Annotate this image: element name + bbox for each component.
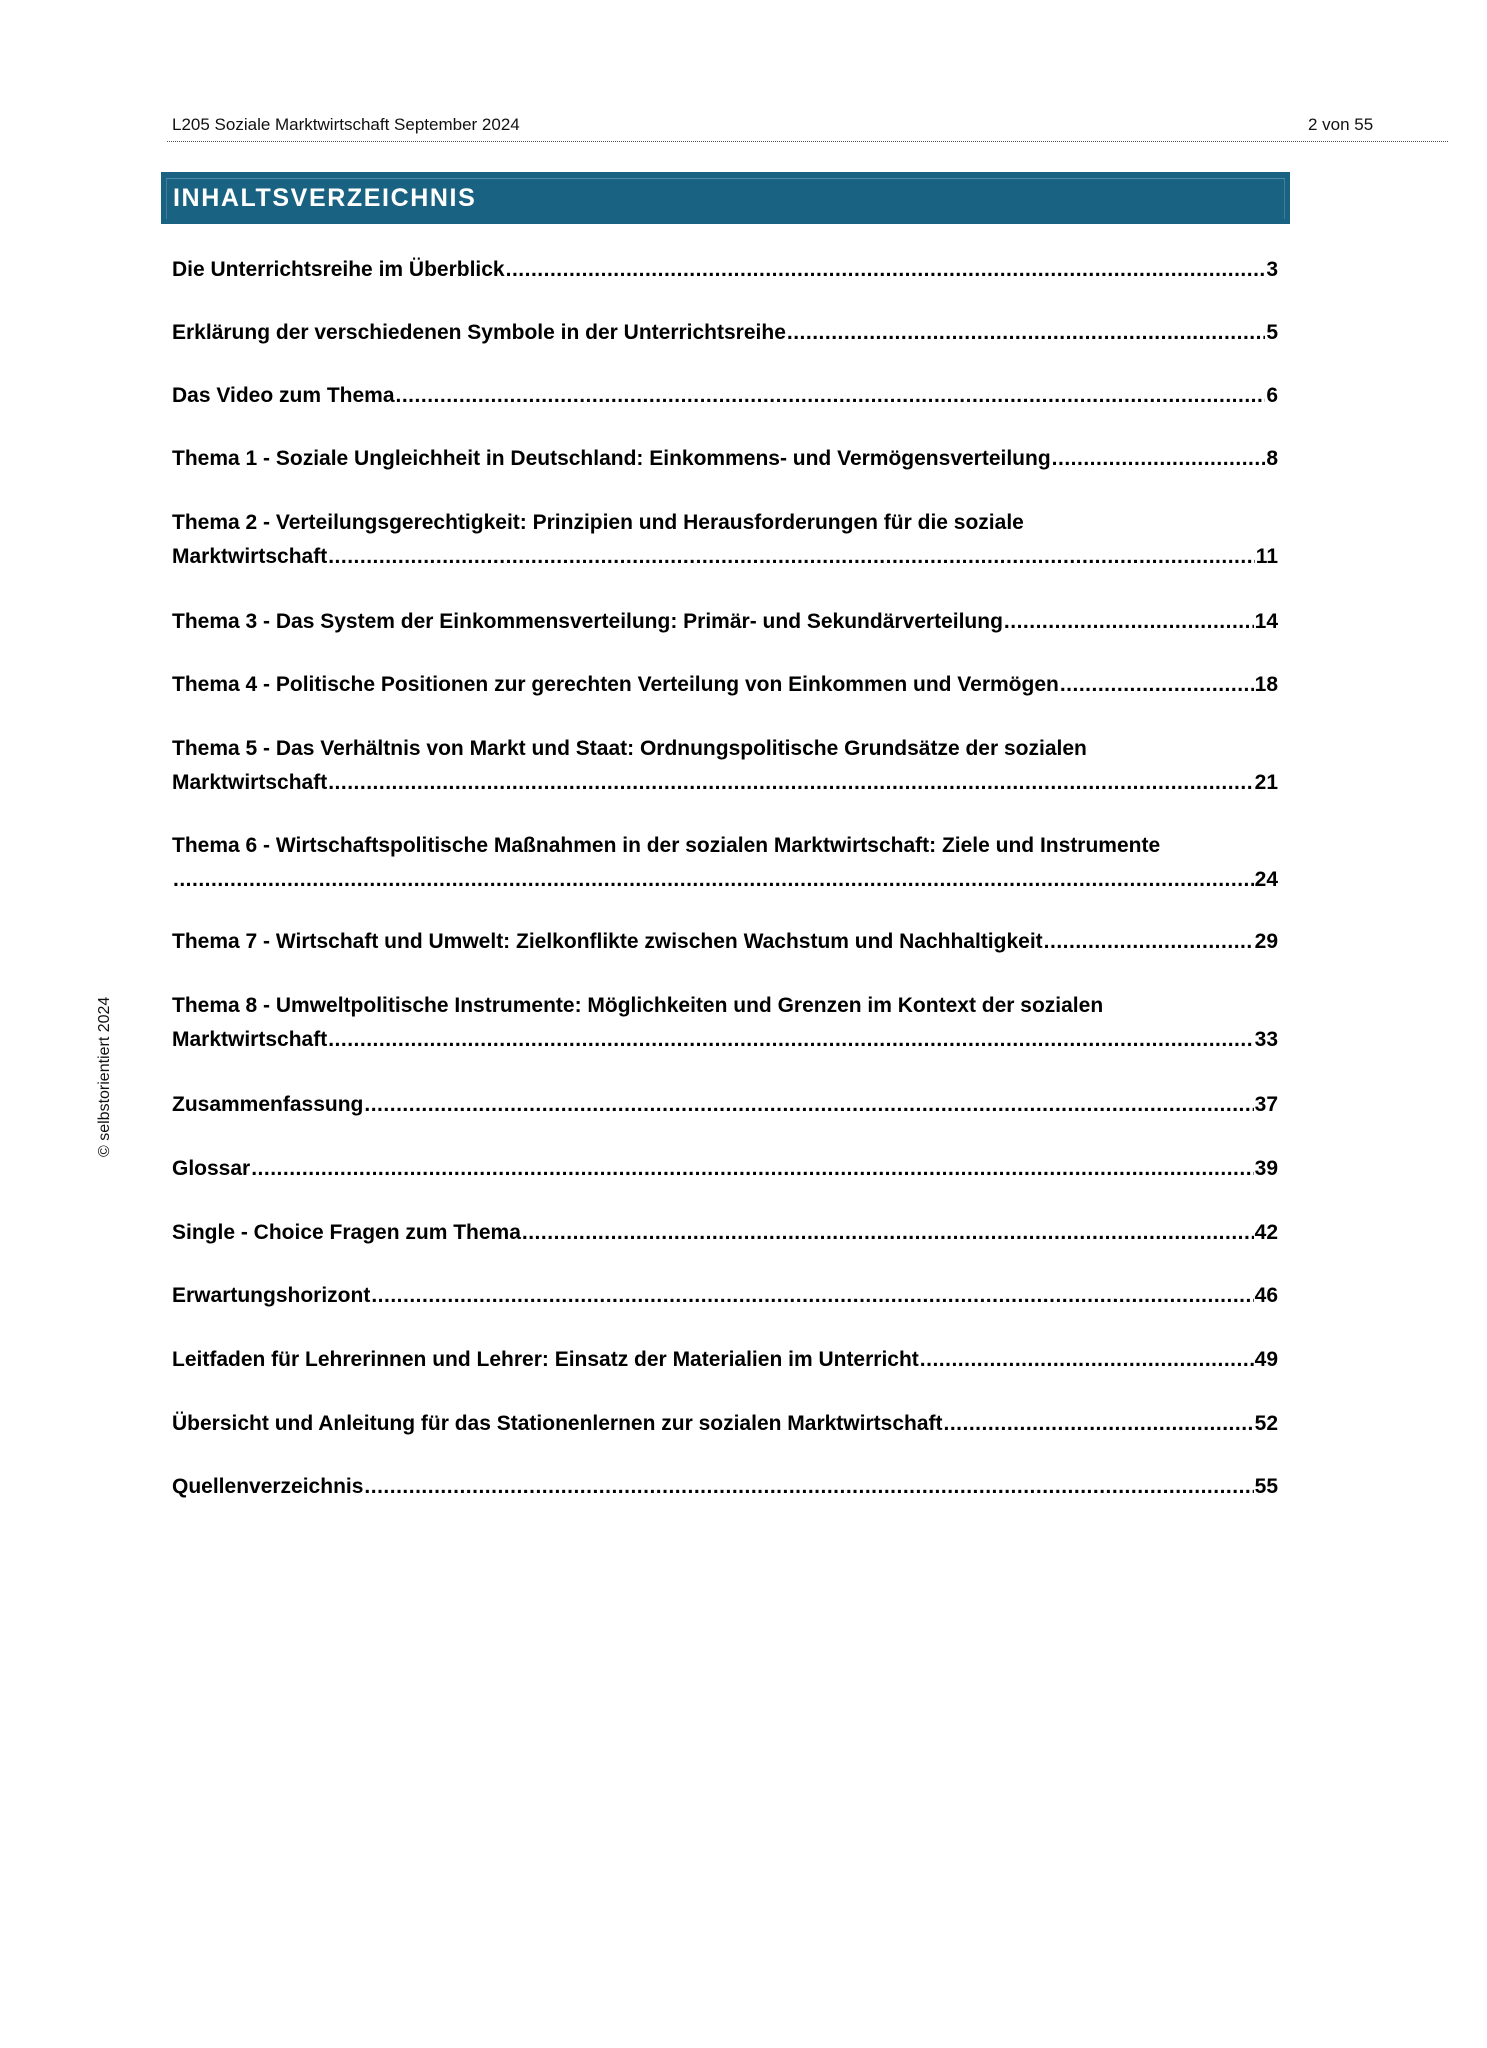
toc-entry-title: Thema 2 - Verteilungsgerechtigkeit: Prinzipien und Herausforderungen für die soziale (172, 511, 1024, 534)
toc-entry-line (172, 1023, 1278, 1057)
toc-entry-line (172, 829, 1278, 863)
toc-entry-page-number: 39 (1254, 1157, 1278, 1180)
toc-entry[interactable] (172, 1279, 1278, 1313)
toc-entry-title: Leitfaden für Lehrerinnen und Lehrer: Einsatz der Materialien im Unterricht (172, 1348, 919, 1371)
toc-entry-line (172, 668, 1278, 702)
dot-leader (522, 1216, 1254, 1250)
toc-entry[interactable] (172, 379, 1278, 413)
toc-entry-line (172, 540, 1278, 574)
toc-entry-page-number: 6 (1266, 384, 1278, 407)
dot-leader (920, 1343, 1254, 1377)
toc-entry-line (172, 379, 1278, 413)
dot-leader (364, 1088, 1253, 1122)
toc-entry-page-number: 33 (1254, 1028, 1278, 1051)
toc-entry-line (172, 1470, 1278, 1504)
toc-entry-page-number: 3 (1266, 258, 1278, 281)
dot-leader (944, 1407, 1254, 1441)
toc-entry-title: Thema 8 - Umweltpolitische Instrumente: Möglichkeiten und Grenzen im Kontext der sozialen (172, 994, 1104, 1017)
toc-entry-line (172, 1343, 1278, 1377)
toc-entry-page-number: 55 (1254, 1475, 1278, 1498)
dot-leader (328, 540, 1255, 574)
toc-entry-page-number: 24 (1254, 868, 1278, 891)
toc-entry[interactable] (172, 316, 1278, 350)
toc-entry-line (172, 925, 1278, 959)
toc-entry[interactable] (172, 925, 1278, 959)
toc-entry-page-number: 49 (1254, 1348, 1278, 1371)
toc-entry-line (172, 732, 1278, 766)
toc-entry-title: Thema 1 - Soziale Ungleichheit in Deutschland: Einkommens- und Vermögensverteilung (172, 447, 1051, 470)
toc-entry[interactable] (172, 442, 1278, 476)
toc-entry[interactable] (172, 1088, 1278, 1122)
toc-entry-title: Das Video zum Thema (172, 384, 395, 407)
toc-entry-page-number: 37 (1254, 1093, 1278, 1116)
toc-entry[interactable] (172, 732, 1278, 800)
toc-entry-title: Thema 3 - Das System der Einkommensverteilung: Primär- und Sekundärverteilung (172, 610, 1003, 633)
dot-leader (173, 863, 1254, 897)
toc-entry-title: Glossar (172, 1157, 251, 1180)
toc-entry-line (172, 1216, 1278, 1250)
toc-entry-line (172, 1152, 1278, 1186)
toc-entry-title: Marktwirtschaft (172, 771, 328, 794)
toc-entry-page-number: 5 (1266, 321, 1278, 344)
toc-entry[interactable] (172, 1216, 1278, 1250)
dot-leader (1052, 442, 1266, 476)
toc-entry-page-number: 21 (1254, 771, 1278, 794)
toc-entry-title: Erklärung der verschiedenen Symbole in der Unterrichtsreihe (172, 321, 786, 344)
toc-entry-title: Thema 7 - Wirtschaft und Umwelt: Zielkonflikte zwischen Wachstum und Nachhaltigkeit (172, 930, 1043, 953)
toc-entry[interactable] (172, 668, 1278, 702)
toc-entry[interactable] (172, 605, 1278, 639)
dot-leader (364, 1470, 1253, 1504)
dot-leader (787, 316, 1265, 350)
toc-entry[interactable] (172, 253, 1278, 287)
toc-entry-line (172, 989, 1278, 1023)
toc-entry-title: Single - Choice Fragen zum Thema (172, 1221, 521, 1244)
toc-entry-page-number: 18 (1254, 673, 1278, 696)
toc-entry-line (172, 766, 1278, 800)
toc-entry-title: Erwartungshorizont (172, 1284, 371, 1307)
dot-leader (371, 1279, 1253, 1313)
toc-entry-line (172, 1088, 1278, 1122)
dot-leader (251, 1152, 1253, 1186)
toc-entry-page-number: 46 (1254, 1284, 1278, 1307)
toc-entry-title: Quellenverzeichnis (172, 1475, 364, 1498)
toc-entry[interactable] (172, 1343, 1278, 1377)
toc-entry-title: Thema 6 - Wirtschaftspolitische Maßnahmen in der sozialen Marktwirtschaft: Ziele und Instrumente (172, 834, 1161, 857)
dot-leader (328, 766, 1253, 800)
toc-entry-title: Übersicht und Anleitung für das Stationenlernen zur sozialen Marktwirtschaft (172, 1412, 943, 1435)
toc-entry-page-number: 42 (1254, 1221, 1278, 1244)
toc-entry-page-number: 14 (1254, 610, 1278, 633)
toc-entry-line (172, 1279, 1278, 1313)
toc-entry[interactable] (172, 506, 1278, 574)
toc-entry-line (172, 316, 1278, 350)
toc-entry-line (172, 442, 1278, 476)
toc-entry-title: Marktwirtschaft (172, 545, 328, 568)
toc-entry-title: Thema 5 - Das Verhältnis von Markt und Staat: Ordnungspolitische Grundsätze der sozialen (172, 737, 1087, 760)
toc-entry[interactable] (172, 1152, 1278, 1186)
toc-entry-page-number: 29 (1254, 930, 1278, 953)
dot-leader (328, 1023, 1253, 1057)
toc-entry[interactable] (172, 1470, 1278, 1504)
toc-entry-line (172, 506, 1278, 540)
dot-leader (1060, 668, 1254, 702)
toc-entry[interactable] (172, 829, 1278, 897)
toc-entry-page-number: 8 (1266, 447, 1278, 470)
page-indicator: 2 von 55 (1308, 115, 1374, 134)
copyright-note: © selbstorientiert 2024 (96, 996, 113, 1157)
toc-heading-bar (161, 172, 1290, 224)
toc-entry[interactable] (172, 1407, 1278, 1441)
toc-entry-title: Die Unterrichtsreihe im Überblick (172, 258, 505, 281)
toc-entry-line (172, 605, 1278, 639)
toc-entry-title: Thema 4 - Politische Positionen zur gerechten Verteilung von Einkommen und Vermögen (172, 673, 1059, 696)
toc-entry-page-number: 11 (1255, 545, 1278, 568)
dot-leader (1004, 605, 1254, 639)
dot-leader (1044, 925, 1254, 959)
dot-leader (506, 253, 1266, 287)
running-header (167, 113, 1448, 142)
toc-entry-title: Zusammenfassung (172, 1093, 364, 1116)
toc-entry-title: Marktwirtschaft (172, 1028, 328, 1051)
toc-entry-line (172, 253, 1278, 287)
toc-entry-line (172, 1407, 1278, 1441)
dot-leader (396, 379, 1266, 413)
toc-entry[interactable] (172, 989, 1278, 1057)
toc-heading: INHALTSVERZEICHNIS (173, 184, 477, 212)
toc-entry-line (172, 863, 1278, 897)
document-title: L205 Soziale Marktwirtschaft September 2024 (172, 115, 520, 134)
toc-entry-page-number: 52 (1254, 1412, 1278, 1435)
